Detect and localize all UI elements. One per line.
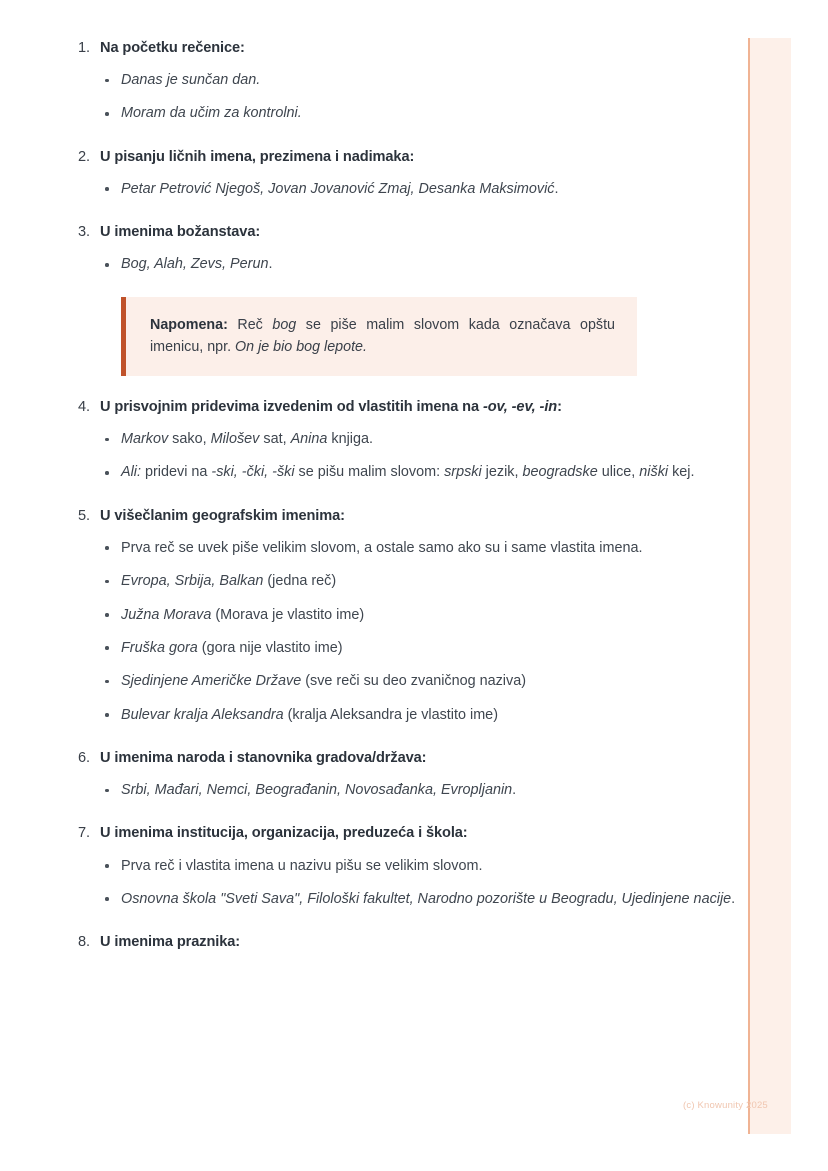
rule-item: [0, 823, 828, 911]
capitalization-rules-list: [0, 38, 828, 953]
note-emphasis-example: On je bio bog lepote.: [235, 339, 367, 356]
rule-number: 2.: [78, 148, 90, 165]
example-emphasis: Bog, Alah, Zevs, Perun: [121, 256, 269, 273]
rule-item: [0, 932, 828, 953]
rule-heading: 7. U imenima institucija, organizacija, preduzeća i škola:: [100, 823, 828, 844]
rule-heading: 1. Na početku rečenice:: [100, 38, 828, 59]
example-item: [100, 69, 828, 92]
rule-number: 7.: [78, 825, 90, 842]
example-emphasis: Evropa, Srbija, Balkan: [121, 573, 264, 590]
example-emphasis: Ali:: [121, 464, 141, 481]
example-list: [100, 855, 828, 912]
rule-number: 4.: [78, 398, 90, 415]
example-emphasis: Anina: [290, 431, 328, 448]
example-emphasis: srpski: [444, 464, 482, 481]
example-emphasis: niški: [639, 464, 669, 481]
rule-item: [0, 748, 828, 802]
rule-heading: 3. U imenima božanstava:: [100, 222, 828, 243]
example-item: Prva reč se uvek piše velikim slovom, a ostale samo ako su i same vlastita imena.: [100, 537, 828, 560]
example-item: Bulevar kralja Aleksandra (kralja Aleksandra je vlastito ime): [100, 704, 828, 727]
example-item: Sjedinjene Američke Države (sve reči su deo zvaničnog naziva): [100, 670, 828, 693]
example-item: Evropa, Srbija, Balkan (jedna reč): [100, 570, 828, 593]
rule-heading-emphasis: -ov, -ev, -in: [482, 398, 558, 415]
example-emphasis: Milošev: [210, 431, 260, 448]
example-list: [100, 779, 828, 802]
example-item: Srbi, Mađari, Nemci, Beograđanin, Novosađanka, Evropljanin.: [100, 779, 828, 802]
note-label: Napomena:: [150, 316, 228, 333]
example-item: Osnovna škola "Sveti Sava", Filološki fakultet, Narodno pozorište u Beogradu, Ujedinjene nacije.: [100, 888, 828, 911]
example-list: [100, 428, 828, 485]
example-item: Markov sako, Milošev sat, Anina knjiga.: [100, 428, 828, 451]
example-emphasis: Petar Petrović Njegoš, Jovan Jovanović Zmaj, Desanka Maksimović: [121, 180, 555, 197]
rule-item: [0, 147, 828, 201]
rule-heading: 5. U višečlanim geografskim imenima:: [100, 506, 828, 527]
example-emphasis: Markov: [121, 431, 169, 448]
rule-number: 8.: [78, 934, 90, 951]
note-emphasis-word: bog: [272, 316, 297, 333]
example-list: [100, 178, 828, 201]
rule-number: 3.: [78, 224, 90, 241]
example-emphasis: Moram da učim za kontrolni.: [121, 105, 302, 122]
note-callout: Napomena: Reč bog se piše malim slovom kada označava opštu imenicu, npr. On je bio bog lepote.: [121, 297, 637, 376]
rule-heading: 2. U pisanju ličnih imena, prezimena i nadimaka:: [100, 147, 828, 168]
rule-number: 5.: [78, 507, 90, 524]
example-emphasis: Osnovna škola "Sveti Sava", Filološki fakultet, Narodno pozorište u Beogradu, Ujedinjene nacije: [121, 890, 732, 907]
example-list: [100, 69, 828, 126]
rule-item: [0, 397, 828, 485]
example-item: Ali: pridevi na -ski, -čki, -ški se pišu malim slovom: srpski jezik, beogradske ulice, niški kej.: [100, 461, 828, 484]
example-emphasis: -ski, -čki, -ški: [211, 464, 295, 481]
example-emphasis: Sjedinjene Američke Države: [121, 673, 302, 690]
example-item: [100, 102, 828, 125]
example-emphasis: Fruška gora: [121, 639, 198, 656]
rule-number: 1.: [78, 40, 90, 56]
example-emphasis: Srbi, Mađari, Nemci, Beograđanin, Novosađanka, Evropljanin: [121, 782, 513, 799]
example-emphasis: Danas je sunčan dan.: [121, 72, 261, 89]
example-emphasis: beogradske: [522, 464, 598, 481]
example-item: Bog, Alah, Zevs, Perun.: [100, 253, 828, 276]
example-list: [100, 537, 828, 727]
example-emphasis: Bulevar kralja Aleksandra: [121, 706, 284, 723]
rule-heading: 8. U imenima praznika:: [100, 932, 828, 953]
example-item: Prva reč i vlastita imena u nazivu pišu se velikim slovom.: [100, 855, 828, 878]
example-item: Južna Morava (Morava je vlastito ime): [100, 604, 828, 627]
rule-heading: 4. U prisvojnim pridevima izvedenim od vlastitih imena na -ov, -ev, -in:: [100, 397, 828, 418]
example-item: Fruška gora (gora nije vlastito ime): [100, 637, 828, 660]
example-item: Petar Petrović Njegoš, Jovan Jovanović Zmaj, Desanka Maksimović.: [100, 178, 828, 201]
copyright-watermark: (c) Knowunity 2025: [683, 1100, 768, 1111]
rule-item: [0, 38, 828, 126]
rule-number: 6.: [78, 749, 90, 766]
example-emphasis: Južna Morava: [121, 606, 212, 623]
rule-item: [0, 506, 828, 727]
rule-heading: 6. U imenima naroda i stanovnika gradova/država:: [100, 748, 828, 769]
example-list: [100, 253, 828, 276]
rule-item: [0, 222, 828, 376]
